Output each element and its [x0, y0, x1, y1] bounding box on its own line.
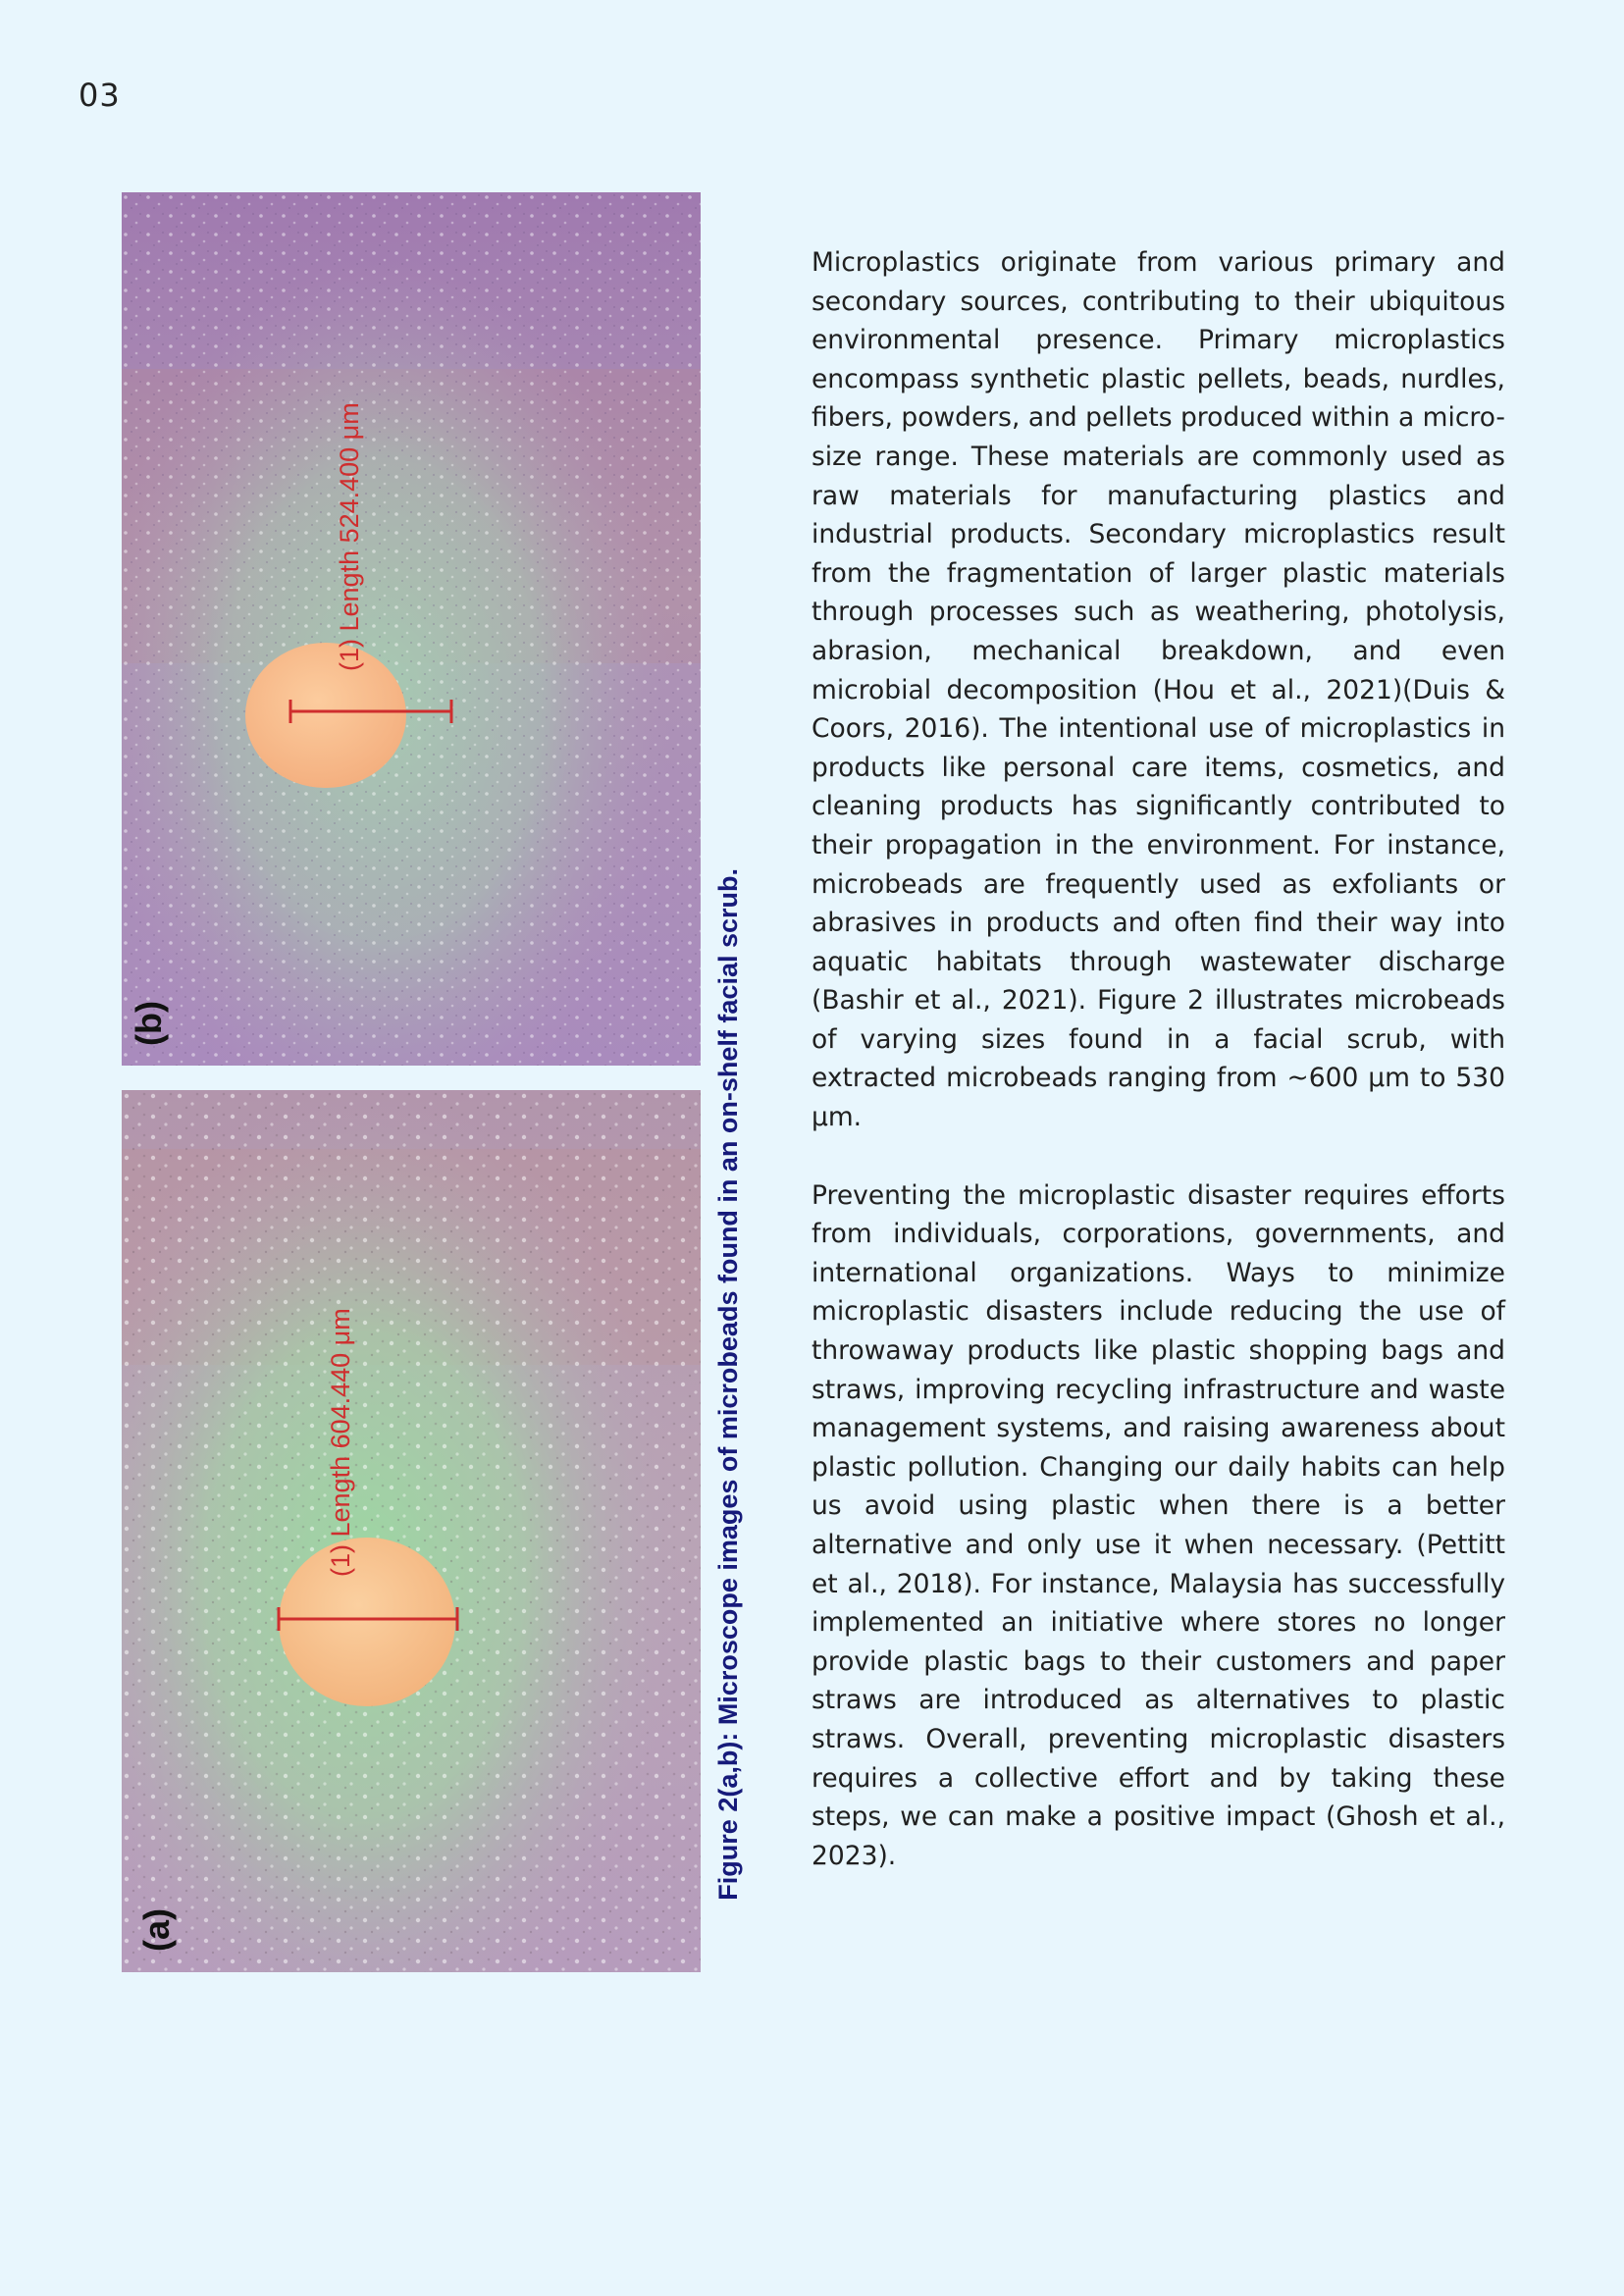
paragraph: Preventing the microplastic disaster requires efforts from individuals, corporations, governments, and international organizations. Ways to minimize microplastic disasters include reducing the use of throwaway products like plastic shopping bags and straws, improving recycling infrastructure and waste management systems, and raising awareness about plastic pollution. Changing our daily habits can help us avoid using plastic when there is a better alternative and only use it when necessary. (Pettitt et al., 2018). For instance, Malaysia has successfully implemented an initiative where stores no longer provide plastic bags to their customers and paper straws are introduced as alternatives to plastic straws. Overall, preventing microplastic disasters requires a collective effort and by taking these steps, we can make a positive impact (Ghosh et al., 2023).: [812, 1179, 1505, 1871]
measurement-label-b: (1) Length 524.400 μm: [335, 402, 364, 671]
microbead-a: [279, 1538, 455, 1706]
microscope-image-b: [122, 192, 701, 1066]
microscope-image-a: [122, 1090, 701, 1972]
microbead-b: [245, 643, 406, 788]
figure-caption-container: [708, 868, 748, 1972]
measurement-label-a: (1) Length 604.440 μm: [326, 1308, 355, 1577]
panel-label-b: (b): [129, 1001, 169, 1046]
page-number: 03: [79, 77, 121, 114]
article-body: [812, 243, 1505, 1914]
paragraph: Microplastics originate from various primary and secondary sources, contributing to their ubiquitous environmental presence. Primary microplastics encompass synthetic plastic pellets, beads, nurdles, fibers, powders, and pellets produced within a micro-size range. These materials are commonly used as raw materials for manufacturing plastics and industrial products. Secondary microplastics result from the fragmentation of larger plastic materials through processes such as weathering, photolysis, abrasion, mechanical breakdown, and even microbial decomposition (Hou et al., 2021)(Duis & Coors, 2016). The intentional use of microplastics in products like personal care items, cosmetics, and cleaning products has significantly contributed to their propagation in the environment. For instance, microbeads are frequently used as exfoliants or abrasives in products and often find their way into aquatic habitats through wastewater discharge (Bashir et al., 2021). Figure 2 illustrates microbeads of varying sizes found in a facial scrub, with extracted microbeads ranging from ~600 μm to 530 μm.: [812, 247, 1505, 1133]
figure-caption: Figure 2(a,b): Microscope images of microbeads found in an on-shelf facial scrub.: [713, 868, 743, 1901]
panel-label-a: (a): [136, 1908, 177, 1952]
